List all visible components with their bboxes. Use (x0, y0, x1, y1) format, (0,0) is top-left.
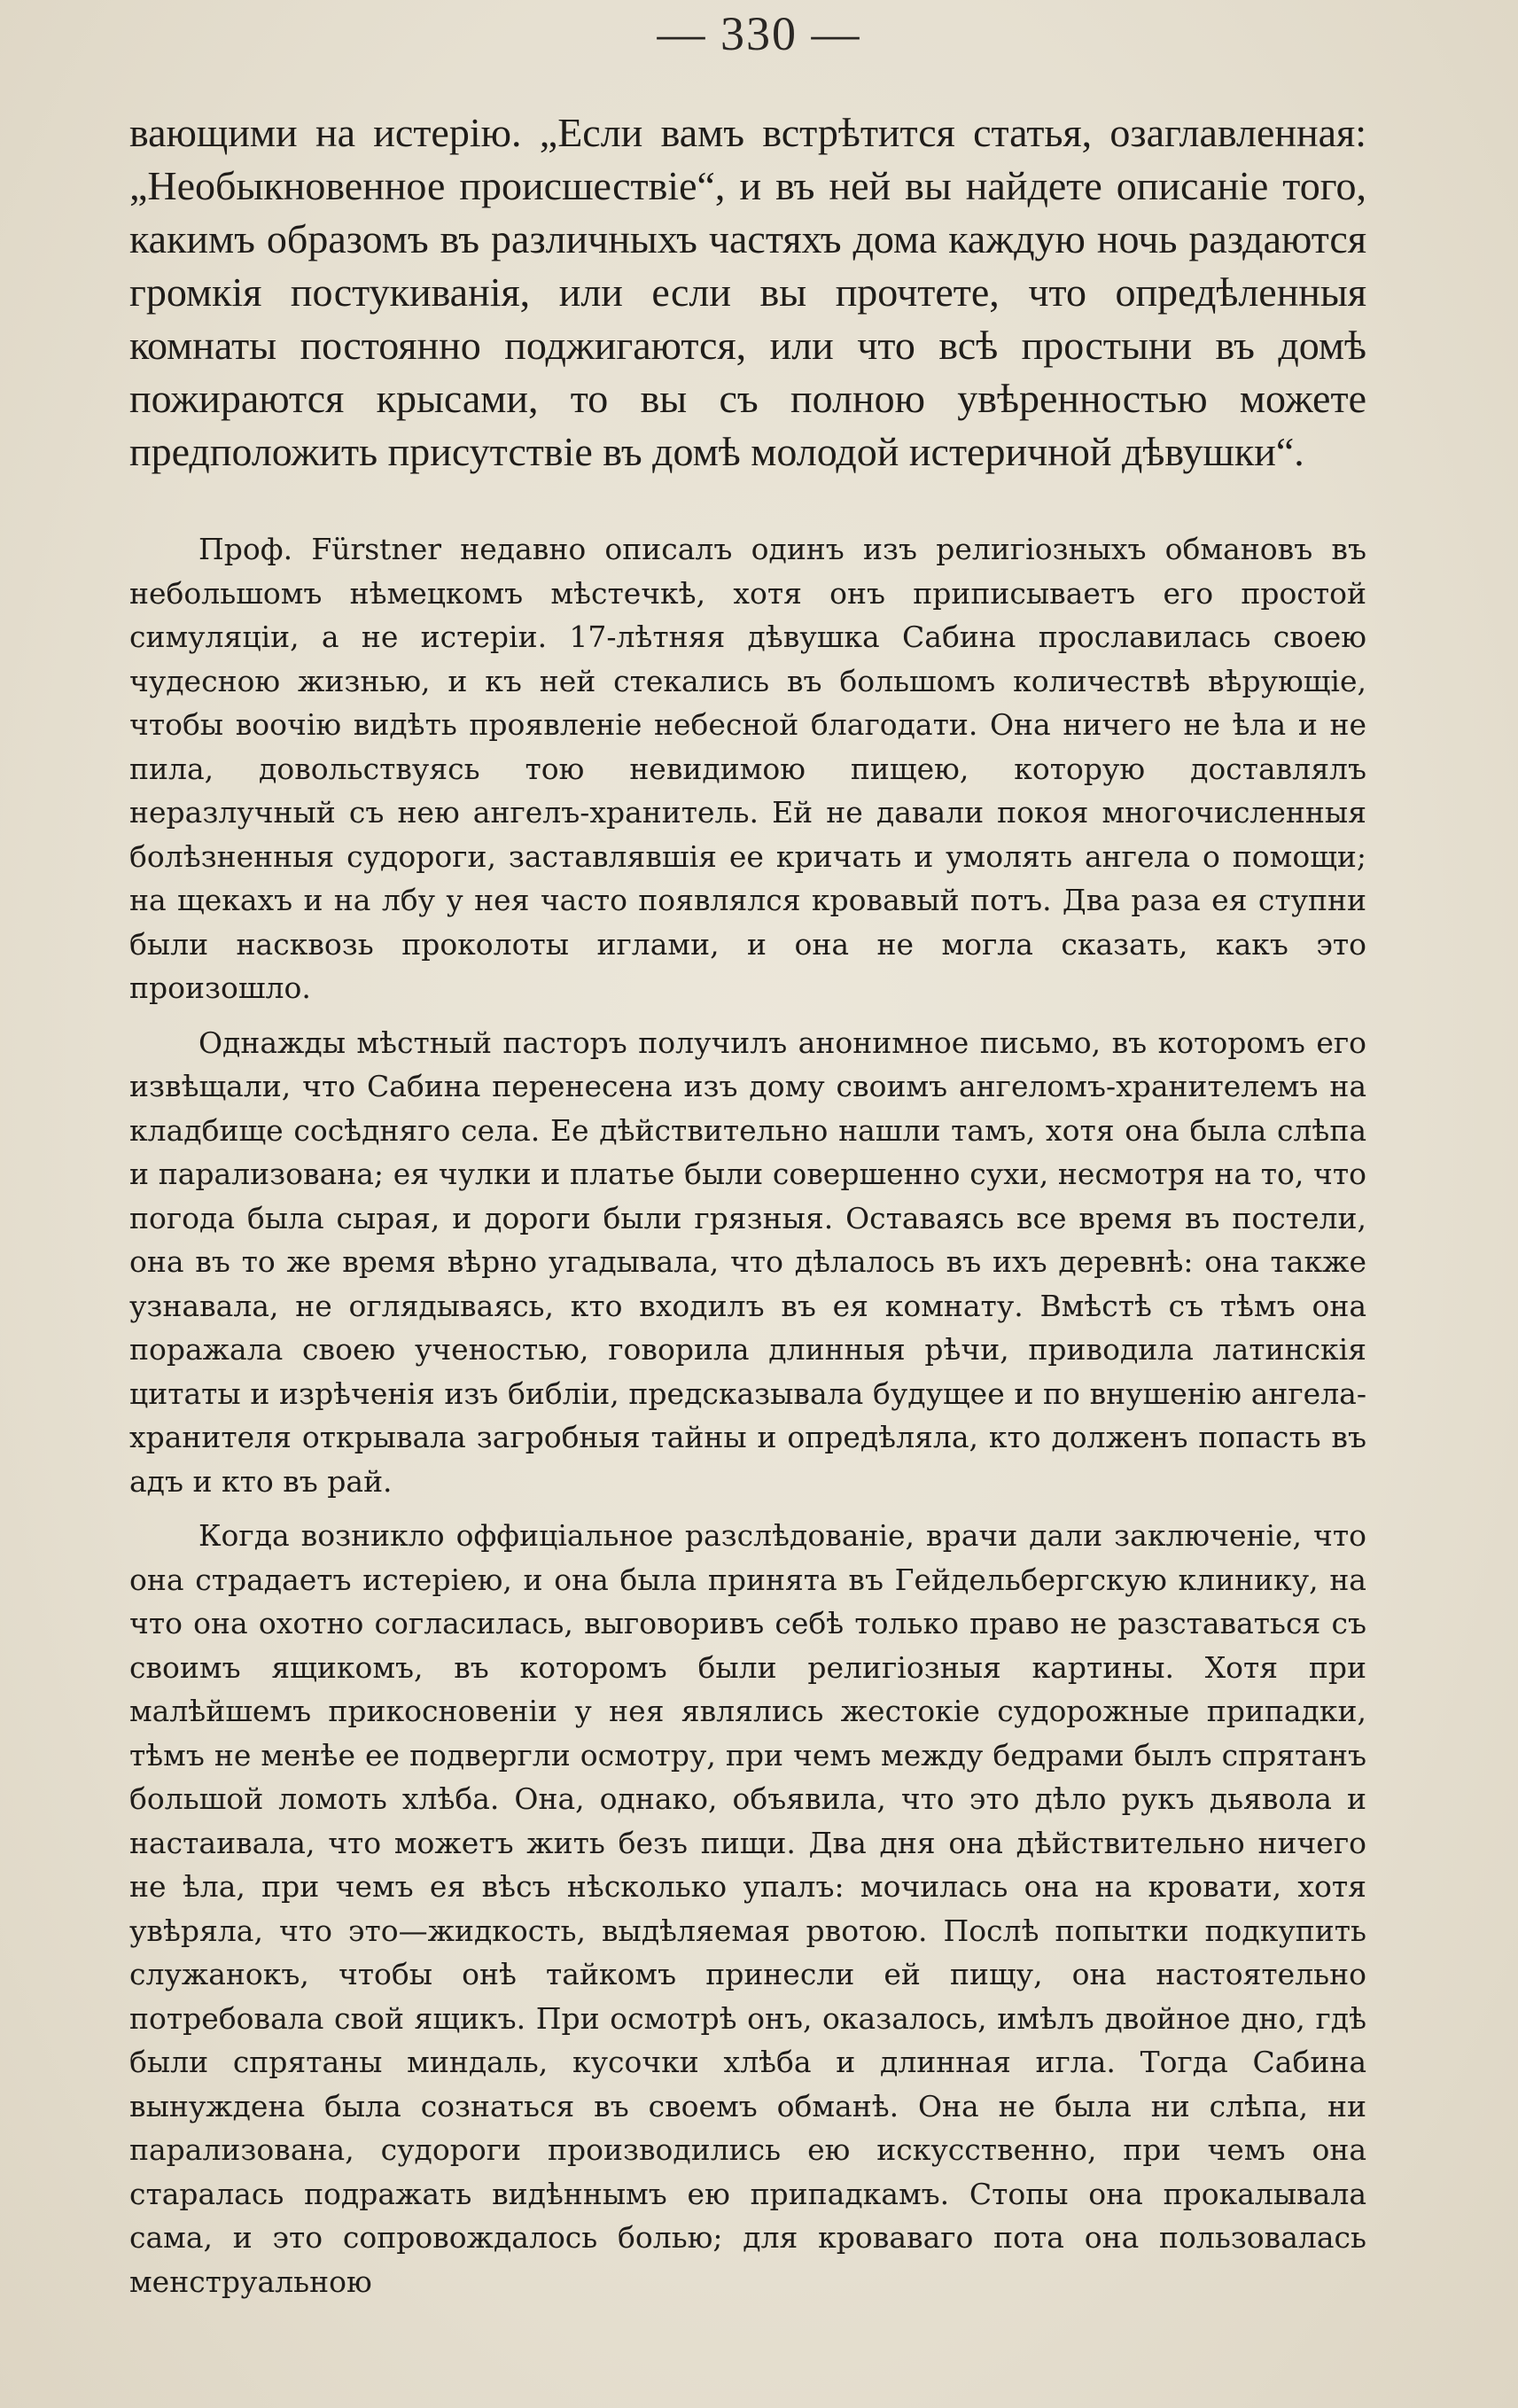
paragraph-fuerstner: Проф. Fürstner недавно описалъ одинъ изъ религіозныхъ обмановъ въ небольшомъ нѣмецкомъ мѣстечкѣ, хотя онъ приписываетъ его простой симуляціи, а не истеріи. 17-лѣтняя дѣвушка Сабина прославилась своею чудесною жизнью, и къ ней стекались въ большомъ количествѣ вѣрующіе, чтобы воочію видѣть проявленіе небесной благодати. Она ничего не ѣла и не пила, довольствуясь тою невидимою пищею, которую доставлялъ неразлучный съ нею ангелъ-хранитель. Ей не давали покоя многочисленныя болѣзненныя судороги, заставлявшія ее кричать и умолять ангела о помощи; на щекахъ и на лбу у нея часто появлялся кровавый потъ. Два раза ея ступни были насквозь проколоты иглами, и она не могла сказать, какъ это произошло. (129, 532, 1366, 1005)
paragraph-investigation: Когда возникло оффиціальное разслѣдованіе, врачи дали заключеніе, что она страдаетъ истеріею, и она была принята въ Гейдельбергскую клинику, на что она охотно согласилась, выговоривъ себѣ только право не разставаться съ своимъ ящикомъ, въ которомъ были религіозныя картины. Хотя при малѣйшемъ прикосновеніи у нея являлись жестокіе судорожные припадки, тѣмъ не менѣе ее подвергли осмотру, при чемъ между бедрами былъ спрятанъ большой ломоть хлѣба. Она, однако, объявила, что это дѣло рукъ дьявола и настаивала, что можетъ жить безъ пищи. Два дня она дѣйствительно ничего не ѣла, при чемъ ея вѣсъ нѣсколько упалъ: мочилась она на кровати, хотя увѣряла, что это—жидкость, выдѣляемая рвотою. Послѣ попытки подкупить служанокъ, чтобы онѣ тайкомъ принесли ей пищу, она настоятельно потребовала свой ящикъ. При осмотрѣ онъ, оказалось, имѣлъ двойное дно, гдѣ были спрятаны миндаль, кусочки хлѣба и длинная игла. Тогда Сабина вынуждена была сознаться въ своемъ обманѣ. Она не была ни слѣпа, ни парализована, судороги производились ею искусственно, при чемъ она старалась подражать видѣннымъ ею припадкамъ. Стопы она прокалывала сама, и это сопровождалось болью; для кроваваго пота она пользовалась менструальною (129, 1518, 1366, 2299)
intro-quote-block (129, 106, 1366, 479)
body-text (129, 527, 1366, 2303)
page-number: — 330 — (657, 7, 861, 60)
intro-paragraph: вающими на истерію. „Если вамъ встрѣтится статья, озаглавленная: „Необыкновенное происшествіе“, и въ ней вы найдете описаніе того, какимъ образомъ въ различныхъ частяхъ дома каждую ночь раздаются громкія постукиванія, или если вы прочтете, что опредѣленныя комнаты постоянно поджигаются, или что всѣ простыни въ домѣ пожираются крысами, то вы съ полною увѣренностью можете предположить присутствіе въ домѣ молодой истеричной дѣвушки“. (129, 110, 1366, 474)
paragraph-pastor-letter: Однажды мѣстный пасторъ получилъ анонимное письмо, въ которомъ его извѣщали, что Сабина перенесена изъ дому своимъ ангеломъ-хранителемъ на кладбище сосѣдняго села. Ее дѣйствительно нашли тамъ, хотя она была слѣпа и парализована; ея чулки и платье были совершенно сухи, несмотря на то, что погода была сырая, и дороги были грязныя. Оставаясь все время въ постели, она въ то же время вѣрно угадывала, что дѣлалось въ ихъ деревнѣ: она также узнавала, не оглядываясь, кто входилъ въ ея комнату. Вмѣстѣ съ тѣмъ она поражала своею ученостью, говорила длинныя рѣчи, приводила латинскія цитаты и изрѣченія изъ библіи, предсказывала будущее и по внушенію ангела-хранителя открывала загробныя тайны и опредѣляла, кто долженъ попасть въ адъ и кто въ рай. (129, 1025, 1366, 1499)
